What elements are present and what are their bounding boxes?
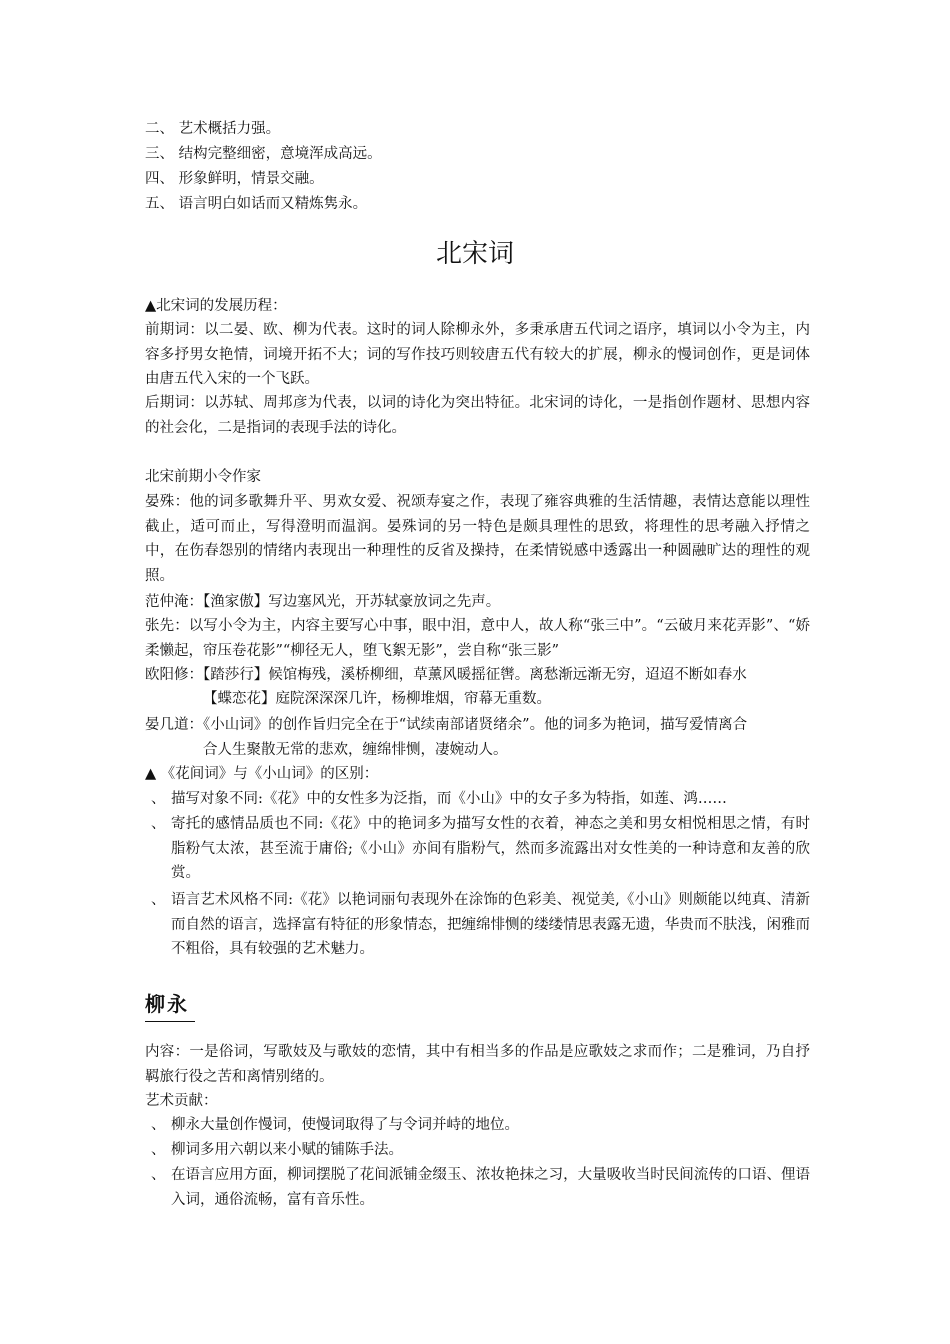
bullet-mark: 、 xyxy=(151,1117,166,1133)
bullet-mark: 、 xyxy=(151,892,166,908)
development-heading: ▲北宋词的发展历程： xyxy=(145,298,287,314)
section-heading-liuyong: 柳永 xyxy=(145,992,189,1016)
contrib-item xyxy=(145,1163,810,1212)
page-title: 北宋词 xyxy=(435,239,514,269)
contrib-item-text: 柳永大量创作慢词，使慢词取得了与令词并峙的地位。 xyxy=(171,1117,519,1133)
poet-zhangxian: 张先：以写小令为主，内容主要写心中事，眼中泪，意中人，故人称“张三中”。“云破月来花弄影”、“娇柔懒起，帘压卷花影”“柳径无人，堕飞絮无影”，尝自称“张三影” xyxy=(145,618,810,659)
poet-yanjidao-line2: 合人生聚散无常的悲欢，缠绵悱恻，凄婉动人。 xyxy=(203,742,508,758)
comparison-item-text: 语言艺术风格不同:《花》以艳词丽句表现外在涂饰的色彩美、视觉美,《小山》则颇能以纯真、清新而自然的语言，选择富有特征的形象情态，把缠绵悱恻的缕缕情思表露无遗，华贵而不肤浅，闲雅而不粗俗，具有较强的艺术魅力。 xyxy=(171,892,810,957)
comparison-item-text: 描写对象不同:《花》中的女性多为泛指，而《小山》中的女子多为特指，如莲、鸿…… xyxy=(171,791,727,807)
poet-ouyang-line1: 欧阳修：【踏莎行】候馆梅残，溪桥柳细，草薰风暖摇征辔。离愁渐远渐无穷，迢迢不断如春水 xyxy=(145,667,747,683)
contrib-item xyxy=(145,1113,810,1138)
poet-yanshu: 晏殊：他的词多歌舞升平、男欢女爱、祝颂寿宴之作，表现了雍容典雅的生活情趣，表情达意能以理性截止，适可而止，写得澄明而温润。晏殊词的另一特色是颇具理性的思致，将理性的思考融入抒情之中，在伤春怨别的情绪内表现出一种理性的反省及操持，在柔情锐感中透露出一种圆融旷达的理性的观照。 xyxy=(145,494,810,584)
section-underline xyxy=(145,1021,195,1022)
comparison-heading: ▲ 《花间词》与《小山词》的区别： xyxy=(145,766,379,782)
bullet-mark: 、 xyxy=(151,1167,166,1183)
poet-ouyang-line2: 【蝶恋花】庭院深深深几许，杨柳堆烟，帘幕无重数。 xyxy=(203,691,551,707)
bullet-mark: 、 xyxy=(151,1142,166,1158)
contrib-item-text: 在语言应用方面，柳词摆脱了花间派铺金缀玉、浓妆艳抹之习，大量吸收当时民间流传的口语、俚语入词，通俗流畅，富有音乐性。 xyxy=(171,1167,810,1208)
comparison-item-text: 寄托的感情品质也不同:《花》中的艳词多为描写女性的衣着，神态之美和男女相悦相思之情，有时脂粉气太浓，甚至流于庸俗;《小山》亦间有脂粉气，然而多流露出对女性美的一种诗意和友善的欣赏。 xyxy=(171,816,810,881)
poet-fan: 范仲淹：【渔家傲】写边塞风光，开苏轼豪放词之先声。 xyxy=(145,594,501,610)
liuyong-contrib-heading: 艺术贡献： xyxy=(145,1093,218,1109)
contrib-item xyxy=(145,1138,810,1163)
intro-item: 五、 语言明白如话而又精炼隽永。 xyxy=(145,196,368,212)
poets-heading: 北宋前期小令作家 xyxy=(145,469,261,485)
bullet-mark: 、 xyxy=(151,816,166,832)
intro-item: 三、 结构完整细密，意境浑成高远。 xyxy=(145,146,382,162)
intro-item: 二、 艺术概括力强。 xyxy=(145,121,281,137)
poet-yanjidao-line1: 晏几道：《小山词》的创作旨归完全在于“试续南部诸贤绪余”。他的词多为艳词，描写爱情离合 xyxy=(145,717,748,733)
liuyong-content: 内容：一是俗词，写歌妓及与歌妓的恋情，其中有相当多的作品是应歌妓之求而作；二是雅词，乃自抒羁旅行役之苦和离情别绪的。 xyxy=(145,1044,810,1085)
development-late: 后期词：以苏轼、周邦彦为代表，以词的诗化为突出特征。北宋词的诗化，一是指创作题材、思想内容的社会化，二是指词的表现手法的诗化。 xyxy=(145,395,810,436)
contrib-item-text: 柳词多用六朝以来小赋的铺陈手法。 xyxy=(171,1142,403,1158)
comparison-item xyxy=(145,787,810,812)
bullet-mark: 、 xyxy=(151,791,166,807)
intro-item: 四、 形象鲜明，情景交融。 xyxy=(145,171,324,187)
development-early: 前期词：以二晏、欧、柳为代表。这时的词人除柳永外，多秉承唐五代词之语序，填词以小令为主，内容多抒男女艳情，词境开拓不大；词的写作技巧则较唐五代有较大的扩展，柳永的慢词创作，更是词体由唐五代入宋的一个飞跃。 xyxy=(145,322,810,387)
comparison-item xyxy=(145,812,810,886)
comparison-item xyxy=(145,888,810,962)
